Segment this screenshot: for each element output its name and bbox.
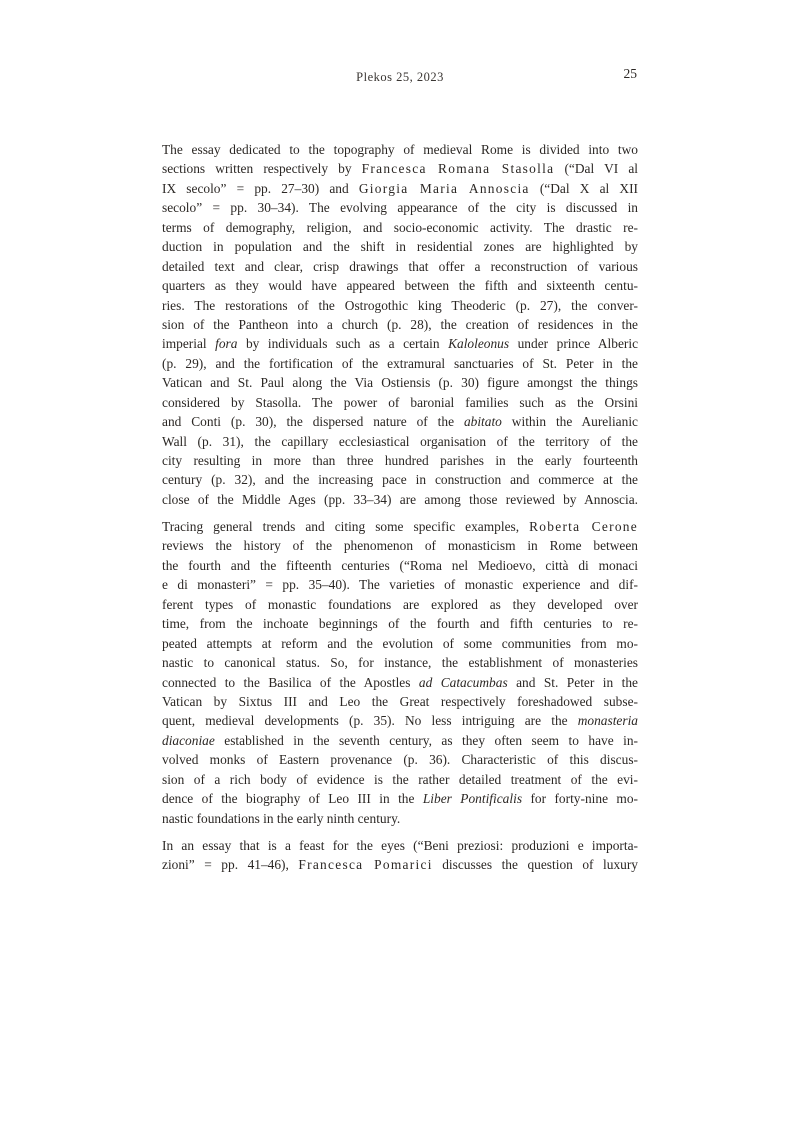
- text-segment: terms of demography, religion, and socio-economic activity. The drastic re-: [162, 219, 638, 235]
- text-line: [162, 556, 638, 575]
- text-segment: duction in population and the shift in residential zones are highlighted by: [162, 239, 638, 255]
- text-segment: established in the seventh century, as they often seem to have in-: [214, 732, 638, 748]
- text-line: [162, 614, 638, 633]
- text-segment: sion of the Pantheon into a church (p. 28), the creation of residences in the: [162, 316, 638, 332]
- text-line: [162, 536, 638, 555]
- review-text: [162, 140, 638, 875]
- text-line: [162, 789, 638, 808]
- running-title: Plekos 25, 2023: [356, 70, 444, 84]
- text-segment: e di monasteri” = pp. 35–40). The varieties of monastic experience and dif-: [162, 577, 638, 593]
- italic-term: ad Catacumbas: [418, 674, 508, 690]
- person-name: Giorgia Maria Annoscia: [358, 180, 530, 196]
- text-line: [162, 595, 638, 614]
- text-line: [162, 276, 638, 295]
- text-segment: and St. Peter in the: [507, 674, 638, 690]
- text-segment: IX secolo” = pp. 27–30) and: [162, 180, 359, 196]
- text-segment: peated attempts at reform and the evolution of some communities from mo-: [162, 635, 638, 651]
- text-segment: nastic foundations in the early ninth century.: [162, 810, 401, 826]
- text-line: [162, 575, 638, 594]
- text-line: [162, 517, 638, 536]
- text-line: [162, 673, 638, 692]
- italic-term: fora: [215, 336, 238, 352]
- text-line: [162, 770, 638, 789]
- text-line: [162, 315, 638, 334]
- text-segment: the fourth and the fifteenth centuries (“Roma nel Medioevo, città di monaci: [162, 557, 638, 573]
- text-segment: volved monks of Eastern provenance (p. 36). Characteristic of this discus-: [162, 752, 638, 768]
- paragraph: [162, 836, 638, 875]
- text-segment: Tracing general trends and citing some specific examples,: [162, 519, 530, 534]
- text-line: [162, 159, 638, 178]
- text-segment: for forty-nine mo-: [522, 791, 638, 807]
- italic-term: monasteria: [577, 713, 638, 729]
- text-line: [162, 490, 638, 509]
- text-segment: (“Dal VI al: [554, 161, 638, 177]
- text-line: [162, 412, 638, 431]
- text-line: [162, 692, 638, 711]
- text-line: [162, 711, 638, 730]
- text-segment: dence of the biography of Leo III in the: [162, 791, 423, 807]
- text-segment: nastic to canonical status. So, for instance, the establishment of monasteries: [162, 655, 638, 671]
- text-segment: century (p. 32), and the increasing pace in construction and commerce at the: [162, 472, 638, 488]
- text-segment: reviews the history of the phenomenon of monasticism in Rome between: [162, 538, 638, 554]
- text-line: [162, 393, 638, 412]
- text-segment: quent, medieval developments (p. 35). No less intriguing are the: [162, 713, 578, 729]
- text-segment: The essay dedicated to the topography of medieval Rome is divided into two: [162, 142, 638, 157]
- text-segment: ferent types of monastic foundations are explored as they developed over: [162, 596, 638, 612]
- paragraph: [162, 140, 638, 509]
- text-line: [162, 140, 638, 159]
- text-segment: within the Aurelianic: [501, 414, 638, 430]
- person-name: Roberta Cerone: [529, 519, 638, 534]
- text-segment: discusses the question of luxury: [432, 857, 638, 873]
- text-segment: detailed text and clear, crisp drawings that offer a reconstruction of various: [162, 258, 638, 274]
- text-segment: considered by Stasolla. The power of baronial families such as the Orsini: [162, 394, 638, 410]
- text-segment: connected to the Basilica of the Apostles: [162, 674, 419, 690]
- italic-term: Kaloleonus: [448, 336, 510, 352]
- italic-term: Liber Pontificalis: [422, 791, 523, 807]
- page-body: [162, 140, 638, 882]
- text-segment: Vatican by Sixtus III and Leo the Great respectively foreshadowed subse-: [162, 693, 638, 709]
- text-segment: Vatican and St. Paul along the Via Ostiensis (p. 30) figure amongst the things: [162, 375, 638, 391]
- text-segment: time, from the inchoate beginnings of the fourth and fifth centuries to re-: [162, 616, 638, 632]
- text-line: [162, 237, 638, 256]
- text-segment: In an essay that is a feast for the eyes (“Beni preziosi: produzioni e importa-: [162, 837, 638, 853]
- text-segment: Wall (p. 31), the capillary ecclesiastical organisation of the territory of the: [162, 433, 638, 449]
- text-line: [162, 750, 638, 769]
- text-line: [162, 855, 638, 874]
- text-segment: (“Dal X al XII: [529, 180, 638, 196]
- paragraph: [162, 517, 638, 828]
- text-line: [162, 354, 638, 373]
- text-segment: and Conti (p. 30), the dispersed nature of the: [162, 414, 464, 430]
- text-segment: close of the Middle Ages (pp. 33–34) are among those reviewed by Annoscia.: [162, 491, 638, 507]
- text-line: [162, 451, 638, 470]
- text-segment: ries. The restorations of the Ostrogothic king Theoderic (p. 27), the conver-: [162, 297, 638, 313]
- text-segment: secolo” = pp. 30–34). The evolving appearance of the city is discussed in: [162, 200, 638, 216]
- text-segment: imperial: [162, 336, 216, 352]
- text-line: [162, 809, 638, 828]
- text-line: [162, 373, 638, 392]
- text-segment: city resulting in more than three hundred parishes in the early fourteenth: [162, 453, 638, 468]
- text-segment: (p. 29), and the fortification of the extramural sanctuaries of St. Peter in the: [162, 355, 638, 371]
- text-segment: sion of a rich body of evidence is the rather detailed treatment of the evi-: [162, 771, 638, 787]
- text-line: [162, 218, 638, 237]
- text-segment: zioni” = pp. 41–46),: [162, 857, 299, 873]
- text-segment: by individuals such as a certain: [237, 336, 449, 352]
- text-line: [162, 836, 638, 855]
- text-line: [162, 731, 638, 750]
- text-line: [162, 432, 638, 451]
- italic-term: diaconiae: [162, 732, 215, 748]
- page-number: 25: [623, 66, 637, 81]
- text-line: [162, 296, 638, 315]
- text-segment: quarters as they would have appeared between the fifth and sixteenth centu-: [162, 278, 638, 294]
- text-line: [162, 198, 638, 217]
- text-line: [162, 179, 638, 198]
- text-line: [162, 634, 638, 653]
- person-name: Francesca Romana Stasolla: [361, 161, 555, 177]
- italic-term: abitato: [463, 414, 502, 430]
- person-name: Francesca Pomarici: [298, 857, 433, 873]
- text-segment: sections written respectively by: [162, 161, 362, 177]
- text-line: [162, 257, 638, 276]
- text-segment: under prince Alberic: [509, 336, 638, 352]
- text-line: [162, 653, 638, 672]
- text-line: [162, 334, 638, 353]
- text-line: [162, 470, 638, 489]
